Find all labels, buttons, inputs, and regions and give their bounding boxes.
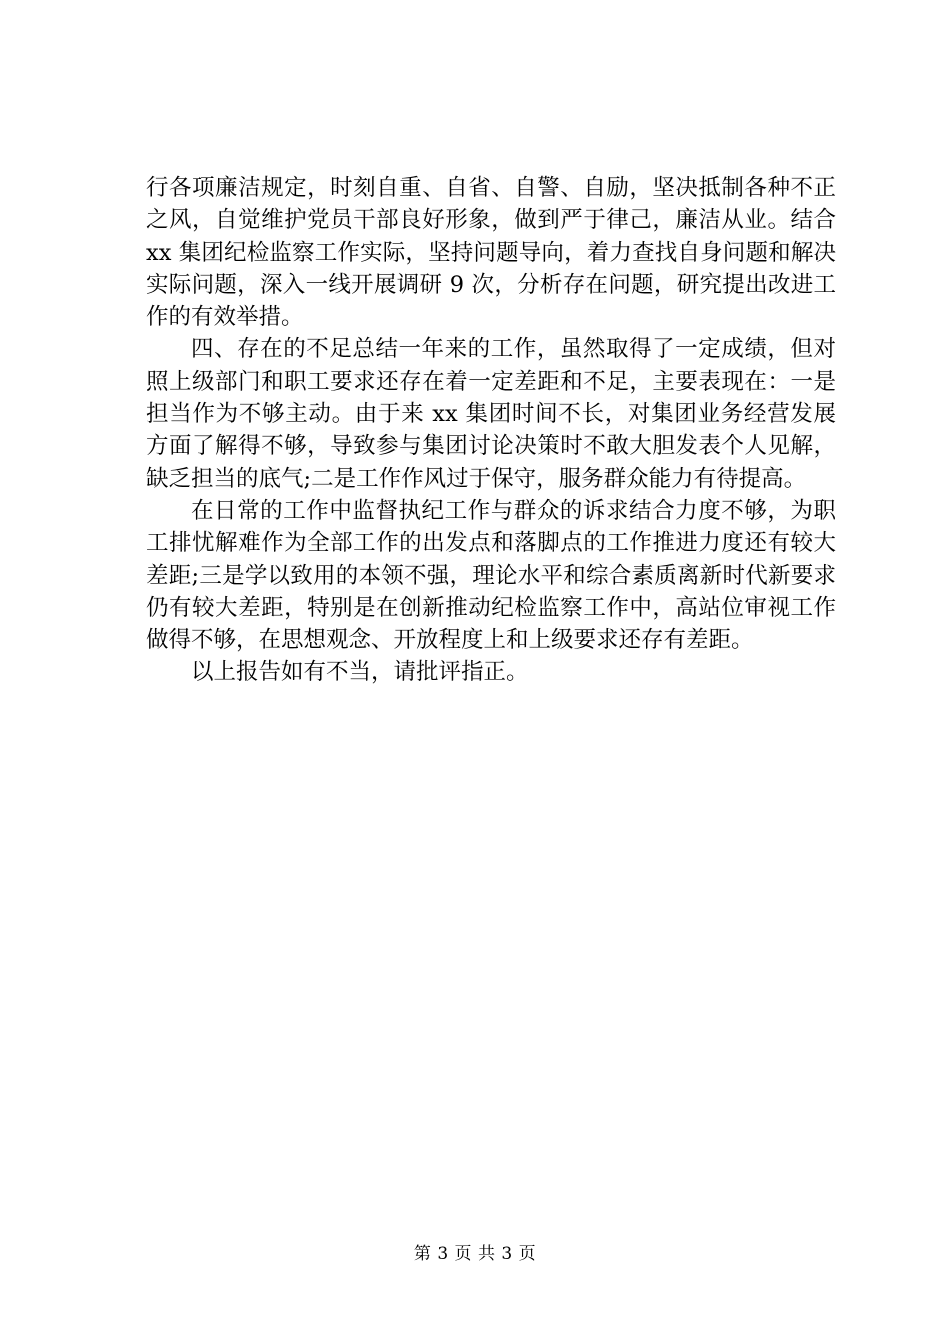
page-number: 第 3 页 共 3 页 [413, 1244, 537, 1264]
paragraph-shortcomings-detail: 在日常的工作中监督执纪工作与群众的诉求结合力度不够，为职工排忧解难作为全部工作的出发点和落脚点的工作推进力度还有较大差距;三是学以致用的本领不强，理论水平和综合素质离新时代新要求仍有较大差距，特别是在创新推动纪检监察工作中，高站位审视工作做得不够，在思想观念、开放程度上和上级要求还存有差距。 [146, 497, 836, 654]
paragraph-shortcomings: 四、存在的不足总结一年来的工作，虽然取得了一定成绩，但对照上级部门和职工要求还存在着一定差距和不足，主要表现在：一是担当作为不够主动。由于来 xx 集团时间不长，对集团业务经营发展方面了解得不够，导致参与集团讨论决策时不敢大胆发表个人见解，缺乏担当的底气;二是工作作风过于保守，服务群众能力有待提高。 [146, 336, 836, 492]
paragraph-closing: 以上报告如有不当，请批评指正。 [191, 659, 529, 686]
page-footer [0, 1244, 950, 1264]
paragraph-continuation: 行各项廉洁规定，时刻自重、自省、自警、自励，坚决抵制各种不正之风，自觉维护党员干部良好形象，做到严于律己，廉洁从业。结合 xx 集团纪检监察工作实际，坚持问题导向，着力查找自身问题和解决实际问题，深入一线开展调研 9 次，分析存在问题，研究提出改进工作的有效举措。 [146, 175, 836, 331]
document-body [146, 172, 836, 689]
